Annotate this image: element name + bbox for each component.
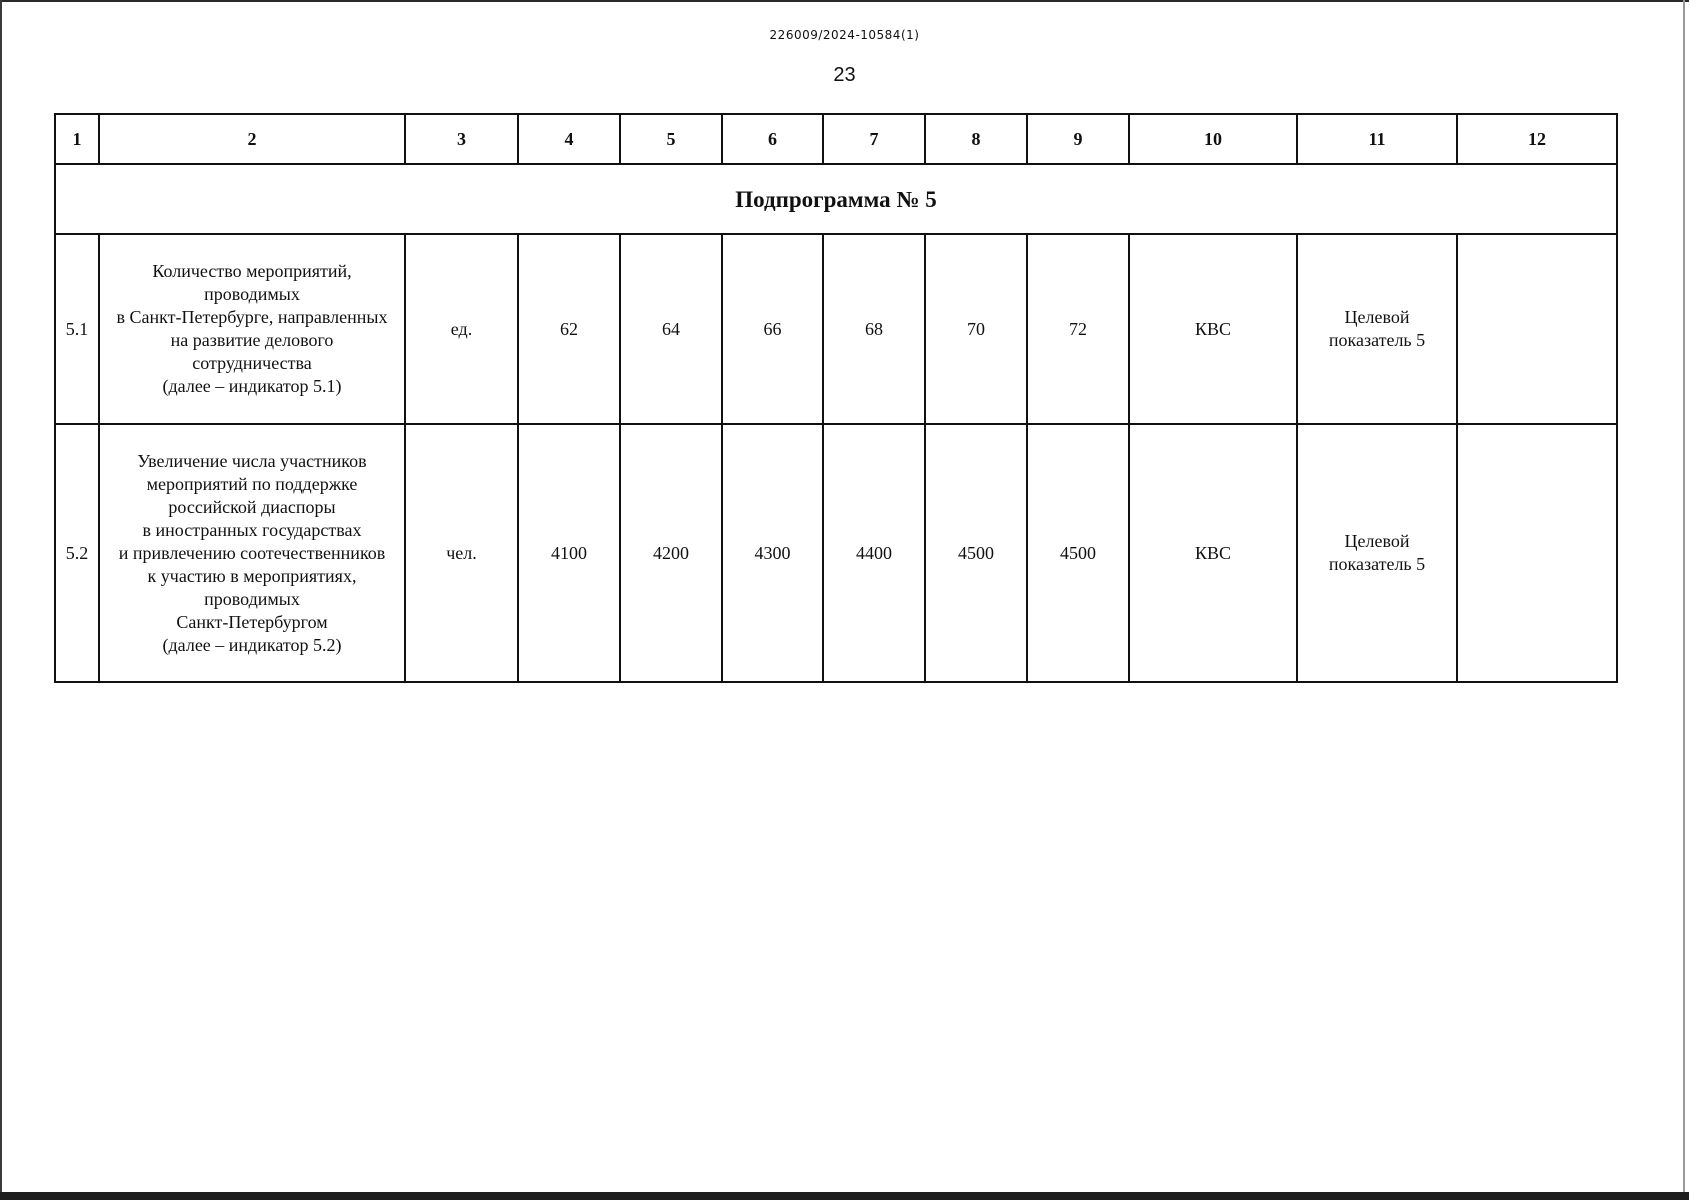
column-number-row xyxy=(55,114,1617,164)
row-number: 5.2 xyxy=(55,424,99,682)
target-cell xyxy=(1297,234,1457,424)
column-header: 10 xyxy=(1129,114,1297,164)
indicator-name-line: сотрудничества xyxy=(192,353,312,373)
column-header: 11 xyxy=(1297,114,1457,164)
indicator-name-line: в иностранных государствах xyxy=(142,519,362,540)
source-cell: КВС xyxy=(1129,424,1297,682)
subprogram-row xyxy=(55,164,1617,234)
value-cell: 66 xyxy=(722,234,823,424)
unit-cell: ед. xyxy=(405,234,518,424)
indicator-name-line: Санкт-Петербургом xyxy=(176,611,328,632)
value-cell: 4500 xyxy=(925,424,1027,682)
table-row xyxy=(55,424,1617,682)
value-cell: 70 xyxy=(925,234,1027,424)
column-header: 6 xyxy=(722,114,823,164)
indicator-name xyxy=(99,234,405,424)
value-cell: 68 xyxy=(823,234,925,424)
value-cell: 72 xyxy=(1027,234,1129,424)
value-cell: 62 xyxy=(518,234,620,424)
table-row xyxy=(55,234,1617,424)
scan-border-top xyxy=(0,0,1689,2)
column-header: 1 xyxy=(55,114,99,164)
target-line: Целевой xyxy=(1344,307,1410,327)
target-line: показатель 5 xyxy=(1328,330,1426,350)
value-cell: 4200 xyxy=(620,424,722,682)
column-header: 5 xyxy=(620,114,722,164)
indicators-table xyxy=(54,113,1618,683)
indicator-name xyxy=(99,424,405,682)
indicator-name-line: Количество мероприятий, xyxy=(152,261,352,281)
target-line: показатель 5 xyxy=(1328,554,1426,574)
page-number: 23 xyxy=(833,64,856,86)
value-cell: 64 xyxy=(620,234,722,424)
value-cell: 4500 xyxy=(1027,424,1129,682)
subprogram-title: Подпрограмма № 5 xyxy=(55,164,1617,234)
indicator-name-line: в Санкт-Петербурге, направленных xyxy=(116,307,388,327)
column-header: 7 xyxy=(823,114,925,164)
value-cell: 4300 xyxy=(722,424,823,682)
indicator-name-line: и привлечению соотечественников xyxy=(118,542,386,563)
scan-border-bottom xyxy=(0,1192,1689,1200)
indicator-name-line: Увеличение числа участников xyxy=(137,450,367,471)
indicator-name-line: проводимых xyxy=(204,284,300,304)
value-cell: 4100 xyxy=(518,424,620,682)
column-header: 2 xyxy=(99,114,405,164)
document-number: 226009/2024-10584(1) xyxy=(769,28,920,42)
indicator-name-line: (далее – индикатор 5.2) xyxy=(162,634,342,655)
indicator-name-line: мероприятий по поддержке xyxy=(146,473,358,494)
column-header: 3 xyxy=(405,114,518,164)
empty-cell xyxy=(1457,424,1617,682)
column-header: 8 xyxy=(925,114,1027,164)
column-header: 9 xyxy=(1027,114,1129,164)
indicator-name-line: на развитие делового xyxy=(170,330,334,350)
scan-border-left xyxy=(0,0,2,1200)
source-cell: КВС xyxy=(1129,234,1297,424)
indicator-name-line: к участию в мероприятиях, xyxy=(147,565,357,586)
row-number: 5.1 xyxy=(55,234,99,424)
column-header: 12 xyxy=(1457,114,1617,164)
target-cell xyxy=(1297,424,1457,682)
indicator-name-line: российской диаспоры xyxy=(168,496,336,517)
value-cell: 4400 xyxy=(823,424,925,682)
unit-cell: чел. xyxy=(405,424,518,682)
scan-border-right xyxy=(1683,0,1685,1200)
empty-cell xyxy=(1457,234,1617,424)
target-line: Целевой xyxy=(1344,531,1410,551)
column-header: 4 xyxy=(518,114,620,164)
indicator-name-line: (далее – индикатор 5.1) xyxy=(162,376,342,396)
indicator-name-line: проводимых xyxy=(204,588,300,609)
